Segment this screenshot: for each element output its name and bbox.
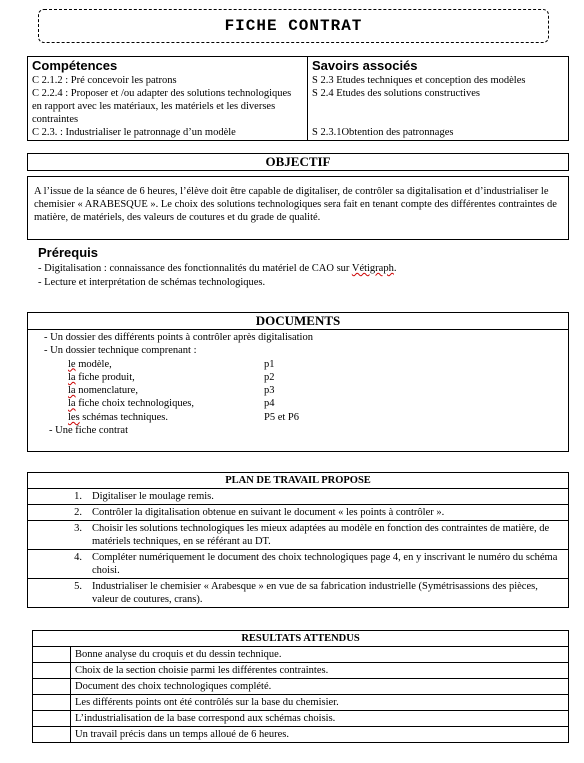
- resultat-row: [33, 711, 569, 727]
- document-article: les: [68, 411, 80, 423]
- resultats-title: RESULTATS ATTENDUS: [33, 631, 569, 647]
- savoirs-heading: Savoirs associés: [312, 58, 418, 73]
- step-text: Contrôler la digitalisation obtenue en suivant le document « les points à contrôler ».: [88, 505, 569, 521]
- savoir-item: S 2.3.1Obtention des patronnages: [312, 127, 454, 138]
- prerequis-punct: .: [393, 263, 397, 274]
- resultat-item: Un travail précis dans un temps alloué de 6 heures.: [71, 727, 569, 743]
- document-item: [44, 397, 568, 410]
- step-text: Industrialiser le chemisier « Arabesque » en vue de sa fabrication industrielle (Symétrisassions des pièces, valeur de coutures, crans).: [88, 579, 569, 608]
- prerequis-item: - Lecture et interprétation de schémas technologiques.: [38, 277, 266, 288]
- competences-table: [27, 56, 569, 141]
- savoir-item: S 2.3 Etudes techniques et conception des modèles: [312, 75, 526, 86]
- document-label: nomenclature,: [75, 385, 138, 397]
- prerequis-list: [38, 262, 396, 290]
- document-label: fiche produit,: [75, 371, 135, 383]
- savoir-item: S 2.4 Etudes des solutions constructives: [312, 88, 480, 99]
- document-item: [44, 358, 568, 371]
- resultat-row: [33, 663, 569, 679]
- document-item: [44, 371, 568, 384]
- document-article: la: [68, 385, 76, 397]
- document-article: la: [68, 398, 76, 410]
- document-page: p2: [264, 371, 275, 383]
- prerequis-heading: Prérequis: [38, 245, 98, 260]
- plan-step: [28, 550, 569, 579]
- step-number: 3.: [28, 521, 89, 550]
- resultat-item: Les différents points ont été contrôlés sur la base du chemisier.: [71, 695, 569, 711]
- resultat-item: Document des choix technologiques complété.: [71, 679, 569, 695]
- plan-step: [28, 579, 569, 608]
- document-item: [44, 411, 568, 424]
- step-number: 2.: [28, 505, 89, 521]
- plan-title: PLAN DE TRAVAIL PROPOSE: [28, 473, 569, 489]
- document-page: p1: [264, 358, 275, 370]
- document-article: la: [68, 371, 76, 383]
- step-number: 5.: [28, 579, 89, 608]
- document-label: fiche choix technologiques,: [75, 398, 194, 410]
- resultat-item: Choix de la section choisie parmi les différentes contraintes.: [71, 663, 569, 679]
- plan-step: [28, 521, 569, 550]
- savoirs-cell: [308, 57, 569, 141]
- document-article: le: [68, 358, 76, 370]
- documents-line: - Un dossier technique comprenant :: [44, 345, 197, 357]
- document-title: FICHE CONTRAT: [38, 9, 549, 43]
- step-number: 1.: [28, 489, 89, 505]
- document-page: p4: [264, 398, 275, 410]
- competences-heading: Compétences: [32, 58, 118, 73]
- resultat-item: Bonne analyse du croquis et du dessin technique.: [71, 647, 569, 663]
- documents-title: DOCUMENTS: [28, 313, 568, 330]
- competence-item: C 2.2.4 : Proposer et /ou adapter des solutions technologiques en rapport avec les matériaux, les matériels et les diverses contraintes: [32, 88, 292, 125]
- documents-line: - Un dossier des différents points à contrôler après digitalisation: [44, 332, 313, 343]
- competence-item: C 2.3. : Industrialiser le patronnage d’un modèle: [32, 127, 236, 138]
- document-page: P5 et P6: [264, 411, 300, 423]
- resultats-table: [32, 630, 569, 743]
- prerequis-item: [38, 262, 396, 276]
- resultat-row: [33, 695, 569, 711]
- prerequis-text: - Digitalisation : connaissance des fonctionnalités du matériel de CAO sur: [38, 263, 352, 274]
- document-item: [44, 384, 568, 397]
- plan-step: [28, 505, 569, 521]
- step-text: Choisir les solutions technologiques les mieux adaptées au modèle en fonction des contraintes de matière, de matériels techniques, en se référant au DT.: [88, 521, 569, 550]
- documents-box: [27, 312, 569, 452]
- document-page: p3: [264, 385, 275, 397]
- objectif-text: A l’issue de la séance de 6 heures, l’élève doit être capable de digitaliser, de contrôler sa digitalisation et d’industrialiser le chemisier « ARABESQUE ». Le choix des solutions technologiques sera fait en tenant compte des différentes contraintes de matière, de matériels, des valeurs de coutures et du grade de qualité.: [27, 176, 569, 240]
- document-label: schémas techniques.: [79, 411, 169, 423]
- step-number: 4.: [28, 550, 89, 579]
- resultat-item: L’industrialisation de la base correspond aux schémas choisis.: [71, 711, 569, 727]
- step-text: Compléter numériquement le document des choix technologiques page 4, en y inscrivant le numéro du schéma choisi.: [88, 550, 569, 579]
- competences-cell: [28, 57, 308, 141]
- resultat-row: [33, 727, 569, 743]
- document-label: modèle,: [75, 358, 112, 370]
- resultat-row: [33, 679, 569, 695]
- prerequis-software: Vétigraph: [351, 263, 394, 274]
- plan-table: [27, 472, 569, 608]
- plan-step: [28, 489, 569, 505]
- step-text: Digitaliser le moulage remis.: [88, 489, 569, 505]
- objectif-title: OBJECTIF: [27, 153, 569, 171]
- resultat-row: [33, 647, 569, 663]
- documents-line: - Une fiche contrat: [49, 425, 129, 437]
- competence-item: C 2.1.2 : Pré concevoir les patrons: [32, 75, 177, 86]
